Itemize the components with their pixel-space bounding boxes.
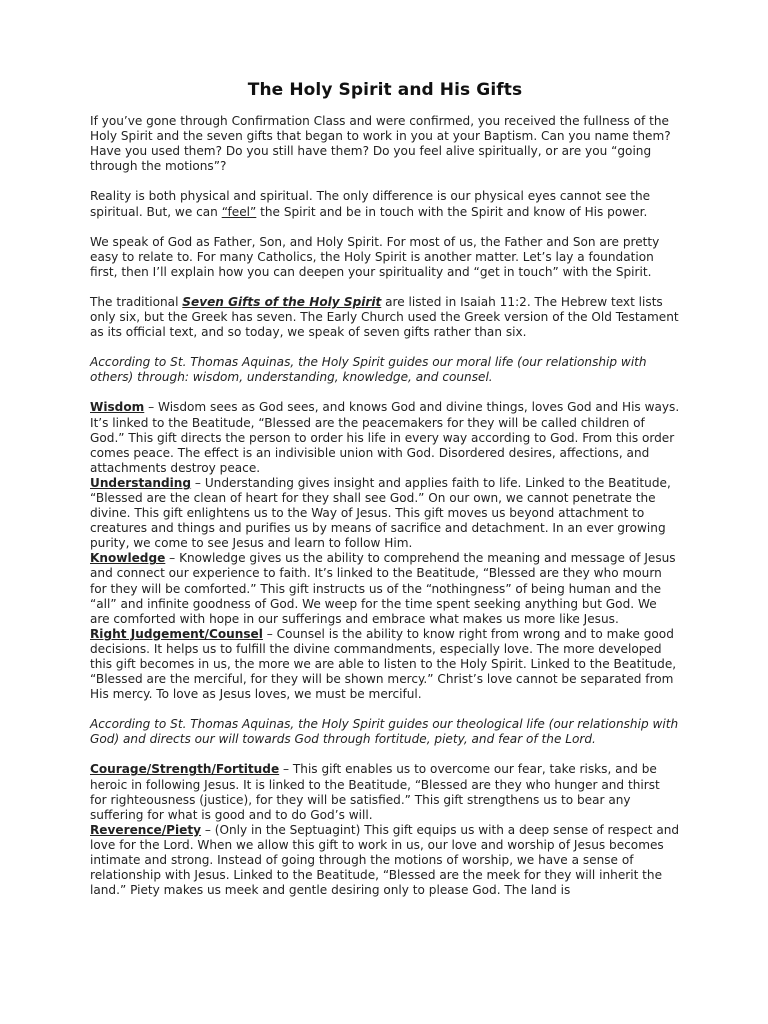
gift-counsel [90, 627, 680, 702]
document-body [90, 80, 680, 898]
intro-paragraph-4 [90, 295, 680, 340]
gift-piety [90, 823, 680, 898]
gift-name: Wisdom [90, 400, 145, 415]
gift-name: Courage/Strength/Fortitude [90, 762, 280, 777]
gift-description: – Wisdom sees as God sees, and knows God and divine things, loves God and His ways. It’s linked to the Beatitude, “Blessed are the peacemakers for they will be called children of God.” This gift directs the person to order his life in every way according to God. From this order comes peace. The effect is an indivisible union with God. Disordered desires, affections, and attachments destroy peace. [90, 400, 680, 475]
intro-paragraph-2-text-a: Reality is both physical and spiritual. The only difference is our physical eyes cannot see the spiritual. But, we can [90, 189, 651, 219]
gift-knowledge [90, 551, 680, 626]
theological-life-intro: According to St. Thomas Aquinas, the Holy Spirit guides our theological life (our relationship with God) and directs our will towards God through fortitude, piety, and fear of the Lord. [90, 717, 679, 747]
intro-paragraph-4-text-b: are listed in Isaiah 11:2. The Hebrew text lists only six, but the Greek has seven. The Early Church used the Greek version of the Old Testament as its official text, and so today, we speak of seven gifts rather than six. [90, 294, 679, 340]
gift-understanding [90, 476, 680, 551]
gift-description: – Counsel is the ability to know right from wrong and to make good decisions. It helps us to fulfill the divine commandments, especially love. The more developed this gift becomes in us, the more we are able to listen to the Holy Spirit. Linked to the Beatitude, “Blessed are the merciful, for they will be shown mercy.” Christ’s love cannot be separated from His mercy. To love as Jesus loves, we must be merciful. [90, 626, 677, 702]
page-title: The Holy Spirit and His Gifts [247, 80, 523, 100]
intro-paragraph-3: We speak of God as Father, Son, and Holy Spirit. For most of us, the Father and Son are pretty easy to relate to. For many Catholics, the Holy Spirit is another matter. Let’s lay a foundation first, then I’ll explain how you can deepen your spirituality and “get in touch” with the Spirit. [90, 234, 660, 279]
gift-fortitude [90, 762, 680, 822]
gift-name: Understanding [90, 475, 192, 490]
intro-paragraph-4-text-a: The traditional [90, 294, 183, 309]
moral-life-intro: According to St. Thomas Aquinas, the Holy Spirit guides our moral life (our relationship with others) through: wisdom, understanding, knowledge, and counsel. [90, 355, 647, 385]
gift-description: – Understanding gives insight and applies faith to life. Linked to the Beatitude, “Blessed are the clean of heart for they shall see God.” On our own, we cannot penetrate the divine. This gift enlightens us to the Way of Jesus. This gift moves us beyond attachment to creatures and things and purifies us by means of sacrifice and detachment. In an ever growing purity, we come to see Jesus and learn to follow Him. [90, 475, 671, 551]
seven-gifts-heading: Seven Gifts of the Holy Spirit [182, 294, 382, 309]
gift-name: Reverence/Piety [90, 822, 202, 837]
intro-paragraph-2-text-b: the Spirit and be in touch with the Spirit and know of His power. [256, 204, 648, 219]
gift-description: – This gift enables us to overcome our fear, take risks, and be heroic in following Jesus. It is linked to the Beatitude, “Blessed are they who hunger and thirst for righteousness (justice), for they will be satisfied.” This gift strengthens us to bear any suffering for what is good and to do God’s will. [90, 762, 660, 822]
gift-name: Right Judgement/Counsel [90, 626, 263, 641]
intro-paragraph-2 [90, 189, 680, 219]
gift-wisdom [90, 400, 680, 475]
gift-name: Knowledge [90, 551, 166, 566]
intro-paragraph-1: If you’ve gone through Confirmation Class and were confirmed, you received the fullness of the Holy Spirit and the seven gifts that began to work in you at your Baptism. Can you name them? Have you used them? Do you still have them? Do you feel alive spiritually, or are you “going through the motions”? [90, 114, 671, 174]
gift-description: – Knowledge gives us the ability to comprehend the meaning and message of Jesus and connect our experience to faith. It’s linked to the Beatitude, “Blessed are they who mourn for they will be comforted.” This gift instructs us of the “nothingness” of being human and the “all” and infinite goodness of God. We weep for the time spent seeking anything but God. We are comforted with hope in our sufferings and embrace what makes us more like Jesus. [90, 551, 676, 626]
gift-description: – (Only in the Septuagint) This gift equips us with a deep sense of respect and love for the Lord. When we allow this gift to work in us, our love and worship of Jesus becomes intimate and strong. Instead of going through the motions of worship, we have a sense of relationship with Jesus. Linked to the Beatitude, “Blessed are the meek for they will inherit the land.” Piety makes us meek and gentle desiring only to please God. The land is [90, 822, 680, 898]
feel-emphasis: “feel” [221, 204, 257, 219]
